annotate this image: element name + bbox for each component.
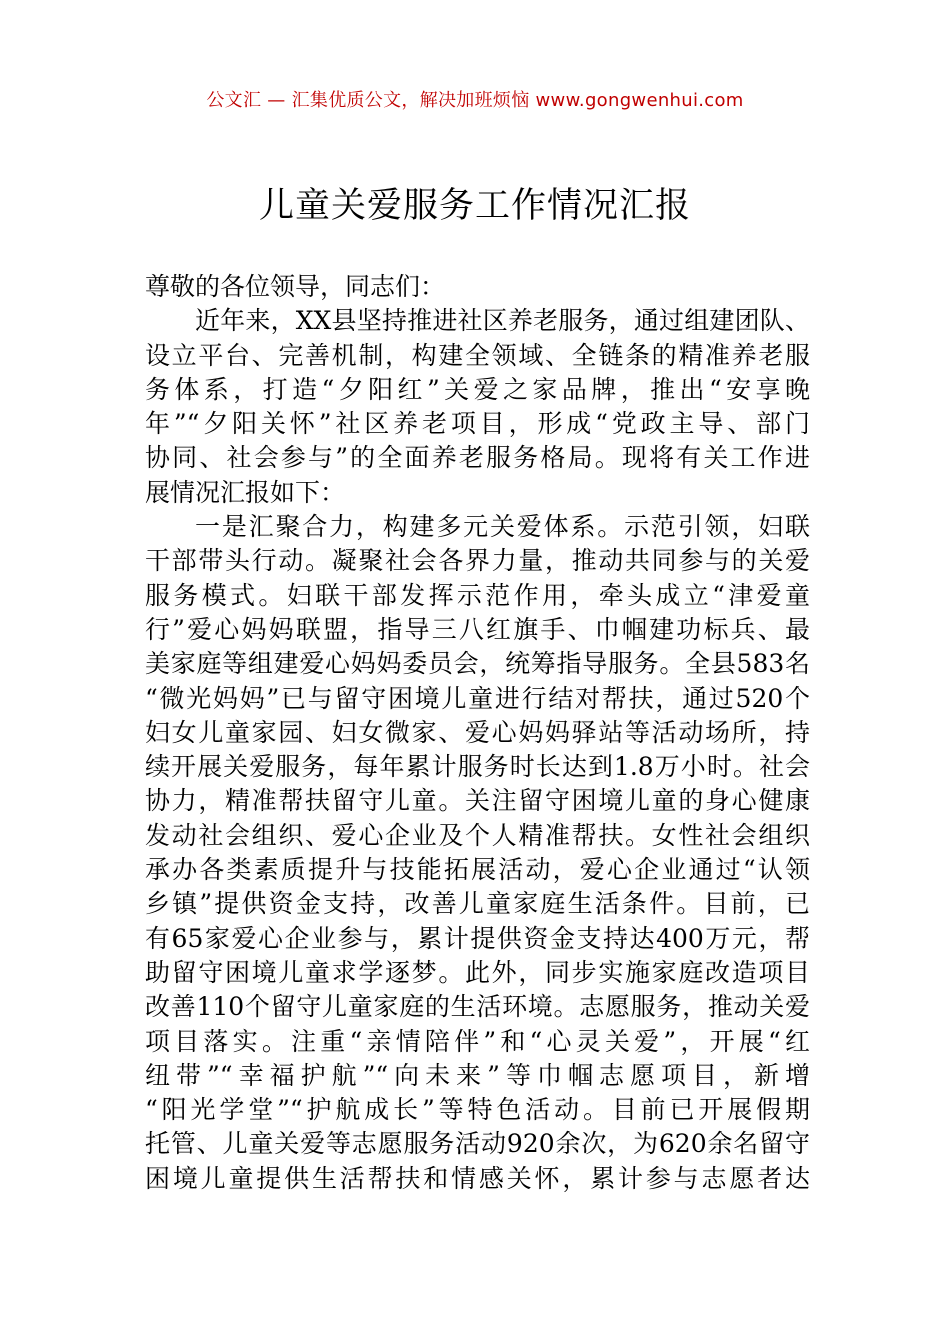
paragraph-2-line: “阳光学堂”“护航成长”等特色活动。目前已开展假期	[145, 1095, 810, 1125]
paragraph-1-line: 协同、社会参与”的全面养老服务格局。现将有关工作进	[145, 443, 810, 473]
paragraph-2-line: 协力，精准帮扶留守儿童。关注留守困境儿童的身心健康	[145, 786, 810, 816]
paragraph-2-line: 承办各类素质提升与技能拓展活动，爱心企业通过“认领	[145, 855, 810, 885]
paragraph-2-line: 一是汇聚合力，构建多元关爱体系。示范引领，妇联	[195, 512, 810, 542]
paragraph-2-line: 续开展关爱服务，每年累计服务时长达到1.8万小时。社会	[145, 752, 810, 782]
paragraph-2-line: 项目落实。注重“亲情陪伴”和“心灵关爱”，开展“红	[145, 1026, 810, 1056]
paragraph-2-line: 干部带头行动。凝聚社会各界力量，推动共同参与的关爱	[145, 546, 810, 576]
paragraph-2-line: 发动社会组织、爱心企业及个人精准帮扶。女性社会组织	[145, 820, 810, 850]
paragraph-2-line: “微光妈妈”已与留守困境儿童进行结对帮扶，通过520个	[145, 683, 810, 713]
paragraph-2-line: 乡镇”提供资金支持，改善儿童家庭生活条件。目前，已	[145, 889, 810, 919]
paragraph-2-line: 美家庭等组建爱心妈妈委员会，统筹指导服务。全县583名	[145, 649, 810, 679]
site-banner: 公文汇 — 汇集优质公文，解决加班烦恼 www.gongwenhui.com	[206, 90, 744, 111]
paragraph-1-line: 近年来，XX县坚持推进社区养老服务，通过组建团队、	[195, 306, 810, 336]
paragraph-2-line: 助留守困境儿童求学逐梦。此外，同步实施家庭改造项目	[145, 957, 810, 987]
paragraph-1-line: 展情况汇报如下：	[145, 477, 346, 507]
paragraph-1-line: 设立平台、完善机制，构建全领域、全链条的精准养老服	[145, 340, 810, 370]
paragraph-1-line: 务体系，打造“夕阳红”关爱之家品牌，推出“安享晚	[145, 374, 810, 404]
paragraph-2-line: 服务模式。妇联干部发挥示范作用，牵头成立“津爱童	[145, 580, 810, 610]
paragraph-2-line: 纽带”“幸福护航”“向未来”等巾帼志愿项目，新增	[145, 1060, 810, 1090]
paragraph-2-line: 妇女儿童家园、妇女微家、爱心妈妈驿站等活动场所，持	[145, 717, 810, 747]
document-title: 儿童关爱服务工作情况汇报	[258, 186, 691, 226]
paragraph-2-line: 改善110个留守儿童家庭的生活环境。志愿服务，推动关爱	[145, 992, 810, 1022]
paragraph-2-line: 行”爱心妈妈联盟，指导三八红旗手、巾帼建功标兵、最	[145, 614, 810, 644]
paragraph-2-line: 困境儿童提供生活帮扶和情感关怀，累计参与志愿者达	[145, 1163, 810, 1193]
salutation: 尊敬的各位领导，同志们：	[145, 272, 446, 301]
document-body	[145, 270, 810, 1196]
paragraph-1-line: 年”“夕阳关怀”社区养老项目，形成“党政主导、部门	[145, 409, 810, 439]
paragraph-2-line: 有65家爱心企业参与，累计提供资金支持达400万元，帮	[145, 923, 810, 953]
paragraph-2-line: 托管、儿童关爱等志愿服务活动920余次，为620余名留守	[145, 1129, 810, 1159]
